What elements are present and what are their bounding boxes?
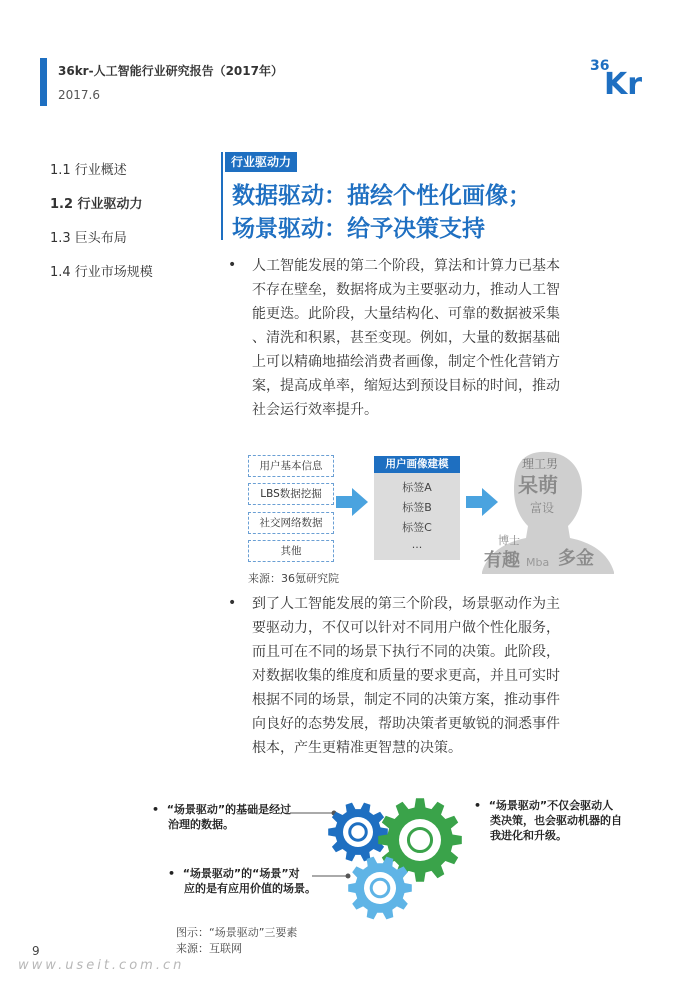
bullet-marker: • xyxy=(228,595,237,611)
cloud-word: Mba xyxy=(526,556,550,569)
36kr-logo xyxy=(588,56,650,96)
cloud-word: 理工男 xyxy=(522,457,559,471)
header-accent-bar xyxy=(40,58,47,106)
bullet-marker: • xyxy=(228,257,237,273)
arrow-right-icon xyxy=(336,488,368,516)
diagram1-source: 来源：36氪研究院 xyxy=(248,572,339,585)
input-lbs-mining: LBS数据挖掘 xyxy=(248,483,334,505)
section-tag: 行业驱动力 xyxy=(225,152,297,172)
profile-model-title: 用户画像建模 xyxy=(374,456,460,473)
cloud-word: 富设 xyxy=(530,501,555,515)
cloud-word: 多金 xyxy=(558,548,594,569)
paragraph-data-driven xyxy=(252,254,597,422)
gear-blue-icon xyxy=(328,803,388,862)
watermark: www.useit.com.cn xyxy=(18,958,185,973)
paragraph-line: 到了人工智能发展的第三个阶段，场景驱动作为主 xyxy=(252,596,560,612)
cloud-word: 呆萌 xyxy=(518,473,558,497)
input-social-network: 社交网络数据 xyxy=(248,512,334,534)
gear-note-scene: • “场景驱动”的“场景”对 应的是有应用价值的场景。 xyxy=(168,867,316,895)
paragraph-line: 上可以精确地描绘消费者画像，制定个性化营销方 xyxy=(252,354,560,370)
cloud-word: 博士 xyxy=(498,534,520,547)
svg-text:Kr: Kr xyxy=(604,67,643,96)
paragraph-line: 案，提高成单率，缩短达到预设目标的时间，推动 xyxy=(252,378,560,394)
paragraph-line: 、清洗和积累，甚至变现。例如，大量的数据基础 xyxy=(252,330,560,346)
section-divider xyxy=(221,152,223,240)
gears-illustration xyxy=(320,796,470,926)
paragraph-line: 根本，产生更精准更智慧的决策。 xyxy=(252,740,462,756)
toc-item-1-3[interactable]: 1.3 巨头布局 xyxy=(50,231,127,246)
tag-b: 标签B xyxy=(402,501,432,514)
paragraph-line: 对数据收集的维度和质量的要求更高，并且可实时 xyxy=(252,668,560,684)
input-other: 其他 xyxy=(248,540,334,562)
gear-note-foundation: • “场景驱动”的基础是经过 治理的数据。 xyxy=(152,803,292,831)
bullet-marker: • xyxy=(152,803,160,816)
cloud-word: 有趣 xyxy=(484,550,520,571)
toc-item-1-4[interactable]: 1.4 行业市场规模 xyxy=(50,265,153,280)
report-date: 2017.6 xyxy=(58,88,100,102)
toc-item-1-2[interactable]: 1.2 行业驱动力 xyxy=(50,197,143,212)
bullet-marker: • xyxy=(168,867,176,880)
paragraph-line: 社会运行效率提升。 xyxy=(252,402,378,418)
page-number: 9 xyxy=(32,944,40,958)
paragraph-line: 不存在壁垒，数据将成为主要驱动力，推动人工智 xyxy=(252,282,560,298)
gear-note-evolution: • “场景驱动”不仅会驱动人 类决策，也会驱动机器的自 我进化和升级。 xyxy=(474,799,622,842)
svg-text:36: 36 xyxy=(590,58,610,74)
gears-source: 来源：互联网 xyxy=(176,942,242,955)
paragraph-line: 人工智能发展的第二个阶段，算法和计算力已基本 xyxy=(252,258,560,274)
report-title: 36kr-人工智能行业研究报告（2017年） xyxy=(58,64,283,78)
bullet-marker: • xyxy=(474,799,482,812)
input-user-basic-info: 用户基本信息 xyxy=(248,455,334,477)
page-title-line1: 数据驱动：描绘个性化画像； xyxy=(232,183,531,209)
tag-c: 标签C xyxy=(402,521,432,534)
paragraph-line: 向良好的态势发展，帮助决策者更敏锐的洞悉事件 xyxy=(252,716,560,732)
word-cloud-head-icon xyxy=(478,446,618,576)
paragraph-line: 要驱动力，不仅可以针对不同用户做个性化服务， xyxy=(252,620,560,636)
paragraph-line: 能更迭。此阶段，大量结构化、可靠的数据被采集 xyxy=(252,306,560,322)
gears-caption: 图示：“场景驱动”三要素 xyxy=(176,926,298,939)
paragraph-line: 而且可在不同的场景下执行不同的决策。此阶段， xyxy=(252,644,560,660)
page-title-line2: 场景驱动：给予决策支持 xyxy=(232,216,485,242)
paragraph-line: 根据不同的场景，制定不同的决策方案，推动事件 xyxy=(252,692,560,708)
toc-item-1-1[interactable]: 1.1 行业概述 xyxy=(50,163,127,178)
tag-a: 标签A xyxy=(402,481,432,494)
paragraph-scene-driven xyxy=(252,592,597,760)
tag-more: ... xyxy=(411,538,423,551)
